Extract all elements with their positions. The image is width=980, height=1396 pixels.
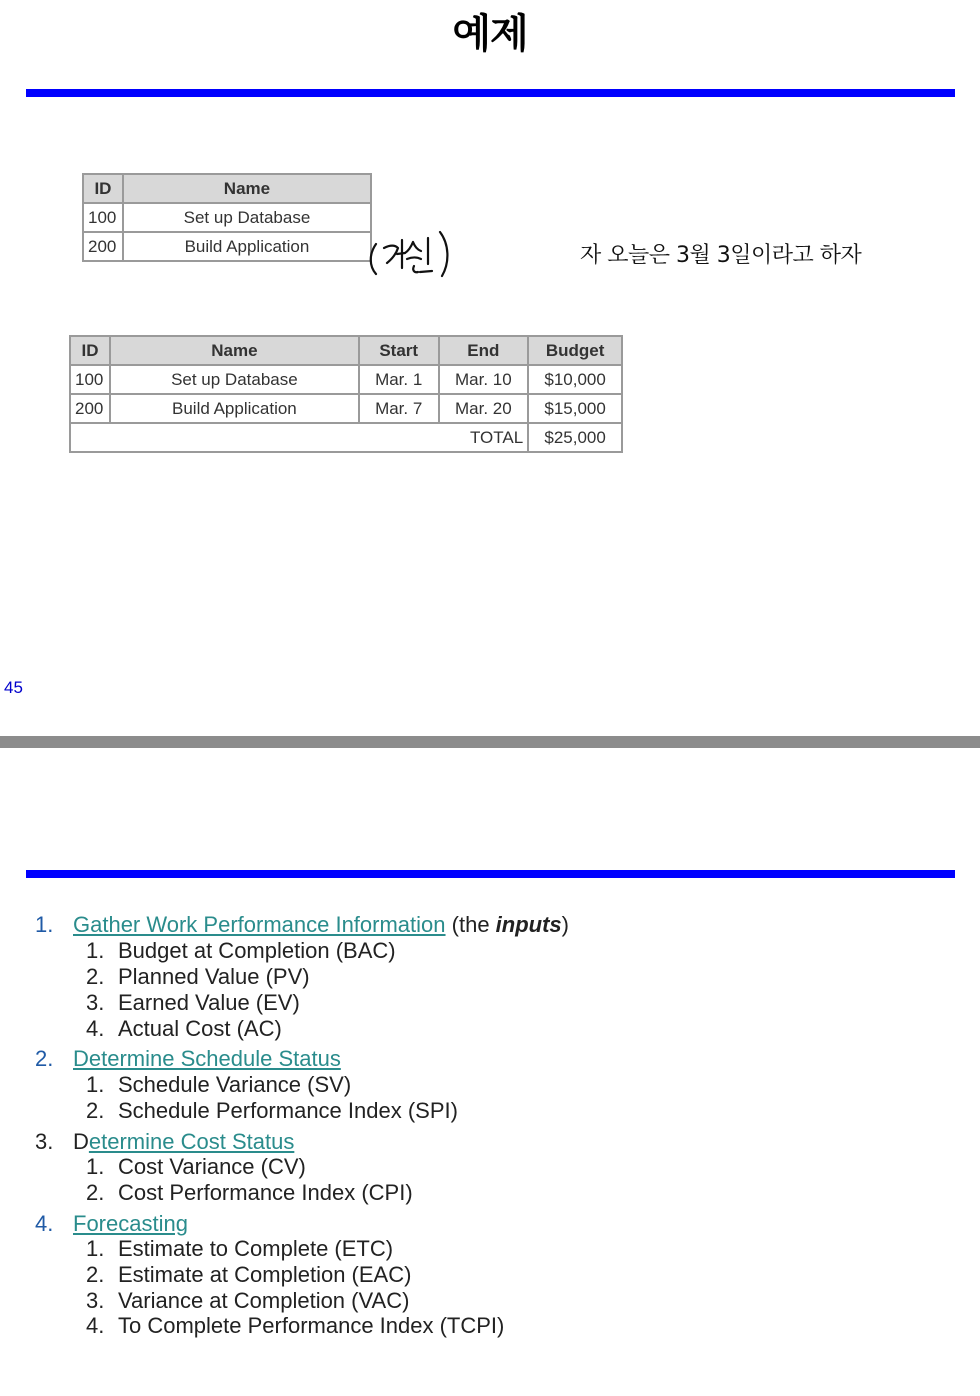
cell-id: 200 [83,232,123,261]
sub-number: 4. [86,1313,105,1338]
slide2-rule [26,870,955,878]
sub-text: To Complete Performance Index (TCPI) [118,1313,505,1338]
cost-status-link[interactable]: etermine Cost Status [88,1129,295,1154]
item-prefix: D [73,1129,89,1154]
evm-steps-list [0,912,980,1352]
cell-budget: $10,000 [528,365,622,394]
cell-start: Mar. 1 [359,365,439,394]
sub-number: 1. [86,1154,105,1179]
sub-text: Schedule Variance (SV) [118,1072,352,1097]
table-row [70,365,622,394]
sub-number: 2. [86,1262,105,1287]
cell-name: Set up Database [110,365,359,394]
sub-text: Budget at Completion (BAC) [118,938,396,963]
sub-text: Schedule Performance Index (SPI) [118,1098,458,1123]
cell-budget: $15,000 [528,394,622,423]
schedule-table [69,335,623,453]
cell-id: 100 [70,365,110,394]
item-text [73,912,569,938]
item-number: 1. [35,912,54,937]
column-header: Name [110,336,359,365]
sub-number: 2. [86,964,105,989]
korean-note: 자 오늘은 3월 3일이라고 하자 [580,243,862,268]
column-header: Budget [528,336,622,365]
table-header-row [83,174,371,203]
table-header-row [70,336,622,365]
item-emphasis: inputs [495,912,562,937]
sub-number: 3. [86,1288,105,1313]
sub-number: 1. [86,1236,105,1261]
slide-title: 예제 [452,11,528,57]
page-number: 45 [4,678,23,697]
item-number: 3. [35,1129,54,1154]
cell-start: Mar. 7 [359,394,439,423]
sub-text: Planned Value (PV) [118,964,310,989]
column-header: End [439,336,529,365]
cell-name: Set up Database [123,203,371,232]
sub-text: Cost Variance (CV) [118,1154,306,1179]
forecasting-link[interactable]: Forecasting [73,1211,188,1236]
sub-text: Cost Performance Index (CPI) [118,1180,413,1205]
item-number: 2. [35,1046,54,1071]
table-row [83,203,371,232]
table-row [70,394,622,423]
column-header: ID [83,174,123,203]
total-value: $25,000 [528,423,622,452]
total-label: TOTAL [70,423,528,452]
column-header: Name [123,174,371,203]
sub-number: 3. [86,990,105,1015]
sub-text: Actual Cost (AC) [118,1016,282,1041]
title-underline [26,89,955,97]
sub-number: 2. [86,1180,105,1205]
handwritten-note [366,226,458,289]
cell-end: Mar. 10 [439,365,529,394]
item-suffix: (the [445,912,496,937]
table-total-row [70,423,622,452]
slide-divider [0,736,980,748]
sub-number: 1. [86,1072,105,1097]
column-header: ID [70,336,110,365]
sub-text: Estimate to Complete (ETC) [118,1236,394,1261]
sub-number: 2. [86,1098,105,1123]
cell-name: Build Application [123,232,371,261]
task-table [82,173,372,262]
sub-number: 1. [86,938,105,963]
schedule-status-link[interactable]: Determine Schedule Status [73,1046,341,1071]
cell-id: 100 [83,203,123,232]
item-number: 4. [35,1211,54,1236]
sub-number: 4. [86,1016,105,1041]
sub-text: Variance at Completion (VAC) [118,1288,410,1313]
table-row [83,232,371,261]
cell-end: Mar. 20 [439,394,529,423]
cell-id: 200 [70,394,110,423]
item-suffix-close: ) [561,912,569,937]
cell-name: Build Application [110,394,359,423]
sub-text: Earned Value (EV) [118,990,300,1015]
column-header: Start [359,336,439,365]
sub-text: Estimate at Completion (EAC) [118,1262,412,1287]
gather-info-link[interactable]: Gather Work Performance Information [73,912,446,937]
handwriting-ink [366,226,458,284]
